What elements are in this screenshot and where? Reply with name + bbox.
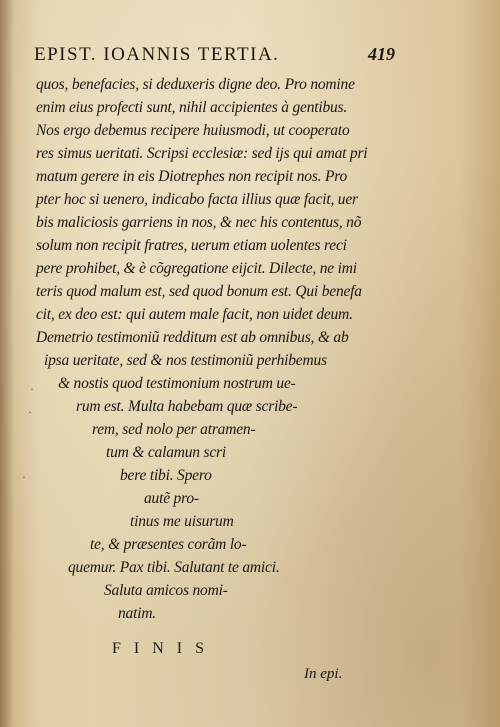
text-line: & nostis quod testimonium nostrum ue- xyxy=(58,375,296,392)
text-line: pere prohibet, & è cõgregatione eijcit. Dilecte, ne imi xyxy=(36,260,357,277)
running-title: EPIST. IOANNIS TERTIA. xyxy=(34,44,280,65)
text-line: tum & calamun scri xyxy=(106,444,226,461)
text-line: enim eius profecti sunt, nihil accipientes à gentibus. xyxy=(36,99,348,116)
text-line: Demetrio testimoniũ redditum est ab omnibus, & ab xyxy=(36,329,349,346)
text-line: quemur. Pax tibi. Salutant te amici. xyxy=(68,559,280,576)
text-line: Saluta amicos nomi- xyxy=(104,582,228,599)
text-line: res simus ueritati. Scripsi ecclesiæ: sed ijs qui amat pri xyxy=(36,145,368,162)
text-line: natim. xyxy=(118,605,156,622)
text-line: rem, sed nolo per atramen- xyxy=(92,421,256,438)
text-line: pter hoc si uenero, indicabo facta illius quæ facit, uer xyxy=(36,191,358,208)
text-line: Nos ergo debemus recipere huiusmodi, ut cooperato xyxy=(36,122,350,139)
text-line: tinus me uisurum xyxy=(130,513,234,530)
catchword: In epi. xyxy=(304,666,343,682)
text-line: cit, ex deo est: qui autem male facit, non uidet deum. xyxy=(36,306,353,323)
text-line: teris quod malum est, sed quod bonum est. Qui benefa xyxy=(36,283,362,300)
page-gutter-shadow xyxy=(0,0,14,727)
text-line: matum gerere in eis Diotrephes non recipit nos. Pro xyxy=(36,168,348,185)
margin-mark: · xyxy=(30,382,34,396)
margin-mark: · xyxy=(28,405,32,419)
finis-label: FINIS xyxy=(112,640,218,657)
folio-number: 419 xyxy=(368,44,395,64)
text-line: ipsa ueritate, sed & nos testimoniũ perhibemus xyxy=(44,352,327,369)
text-line: te, & præsentes corãm lo- xyxy=(90,536,247,553)
text-line: quos, benefacies, si deduxeris digne deo. Pro nomine xyxy=(36,76,355,93)
text-line: autẽ pro- xyxy=(144,490,199,507)
text-line: bis maliciosis garriens in nos, & nec his contentus, nõ xyxy=(36,214,362,231)
text-line: solum non recipit fratres, uerum etiam uolentes reci xyxy=(36,237,347,254)
text-line: bere tibi. Spero xyxy=(120,467,212,484)
text-line: rum est. Multa habebam quæ scribe- xyxy=(76,398,298,415)
margin-mark: · xyxy=(22,470,26,484)
